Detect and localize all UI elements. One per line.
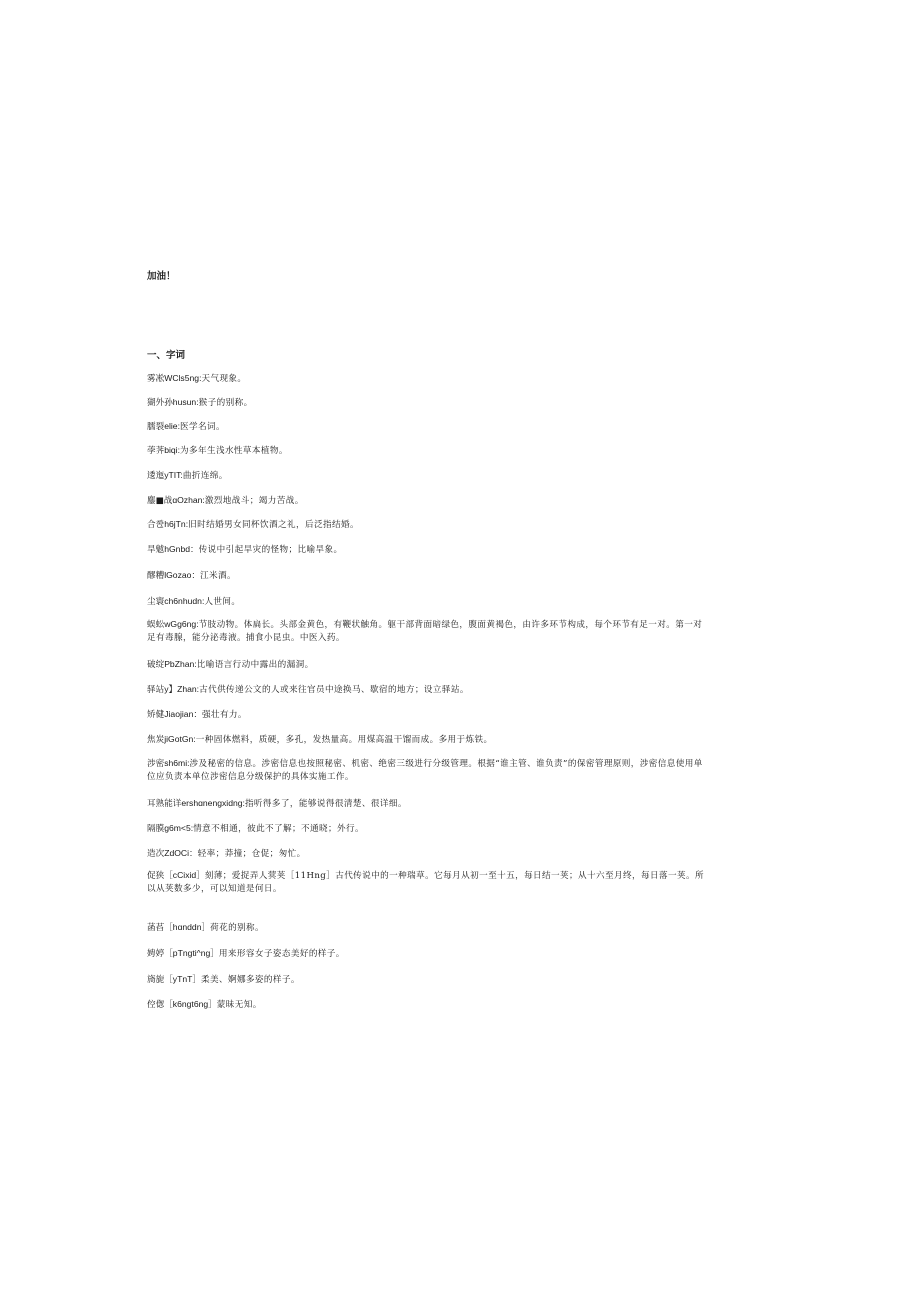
vocab-entry <box>147 973 707 987</box>
entry-term: 造次 <box>147 849 165 859</box>
entry-definition: 刻薄；爱捉弄人蓂荚［11Hng］古代传说中的一种瑞草。它每月从初一至十五，每日结一荚；从十六至月终，每日落一荚。所以从荚数多少，可以知道是何日。 <box>147 871 704 894</box>
entry-definition: 传说中引起旱灾的怪物；比喻旱象。 <box>198 545 343 555</box>
entry-term: 焦炭 <box>147 735 165 745</box>
entry-pinyin: PbZhan: <box>164 659 197 669</box>
entry-pinyin: ［hɑnddn］ <box>164 922 211 932</box>
vocab-entry <box>147 569 707 583</box>
vocab-entry <box>147 396 707 410</box>
vocab-entry <box>147 757 707 784</box>
entry-term: 隔膜 <box>147 824 165 834</box>
entry-term: 驿站 <box>147 685 165 695</box>
entry-definition: 荷花的别称。 <box>210 923 265 933</box>
entry-term: 臑裂 <box>147 422 165 432</box>
entry-term: 雾凇 <box>147 374 165 384</box>
entry-definition: 柔美、婀娜多姿的样子。 <box>200 975 300 985</box>
entry-term: 猢外孙 <box>147 398 173 408</box>
entry-definition: 猴子的别称。 <box>198 398 253 408</box>
vocab-entry <box>147 708 707 722</box>
entry-definition: 强壮有力。 <box>201 710 247 720</box>
entry-definition: 旧时结婚男女同杯饮酒之礼，后泛指结婚。 <box>188 520 359 530</box>
entry-definition: 天气现象。 <box>201 374 247 384</box>
entry-pinyin: WCls5ng: <box>164 373 202 383</box>
entry-definition: 人世间。 <box>204 597 241 607</box>
entry-term: 合卺 <box>147 520 165 530</box>
vocab-entry <box>147 683 707 697</box>
entry-definition: 节肢动物。体扁长。头部金黄色，有鞭状触角。躯干部背面暗绿色，腹面黄褐色，由许多环节构成，每个环节有足一对。第一对足有毒腺，能分泌毒液。捕食小昆虫。中医入药。 <box>147 620 703 643</box>
entry-term: 涉密 <box>147 759 165 769</box>
entry-pinyin: Jiaojian： <box>164 709 202 719</box>
entry-pinyin: sh6mi: <box>164 758 190 768</box>
entry-term: 逶迤 <box>147 471 165 481</box>
entry-term: 倥偬 <box>147 1000 165 1010</box>
entry-pinyin: wGg6ng: <box>164 619 199 629</box>
entry-term: 蜈蚣 <box>147 620 165 630</box>
vocab-entry <box>147 595 707 609</box>
entry-definition: 用来形容女子姿态美好的样子。 <box>218 949 345 959</box>
vocab-entry <box>147 869 707 896</box>
entry-pinyin: h6jTn: <box>164 519 189 529</box>
vocab-entry <box>147 921 707 935</box>
entry-pinyin: lGozao： <box>164 570 201 580</box>
vocab-entry <box>147 847 707 861</box>
entry-definition: 曲折连绵。 <box>182 471 228 481</box>
vocab-entry <box>147 444 707 458</box>
entry-pinyin: yTIT: <box>164 470 183 480</box>
entry-term: 荸荠 <box>147 446 165 456</box>
vocab-entry <box>147 797 707 811</box>
vocab-entry <box>147 518 707 532</box>
entry-definition: 为多年生浅水性草本植物。 <box>179 446 288 456</box>
entry-definition: 轻率；莽撞；仓促；匆忙。 <box>197 849 306 859</box>
entry-pinyin: g6m<5: <box>164 823 194 833</box>
entry-definition: 一种固体燃料，质硬，多孔，发热量高。用煤高温干馏而成。多用于炼铁。 <box>195 735 493 745</box>
entry-pinyin: ch6nhudn: <box>164 596 205 606</box>
entry-definition: 江米酒。 <box>200 571 237 581</box>
vocab-entry <box>147 822 707 836</box>
entry-term: 矫健 <box>147 710 165 720</box>
entry-term: 耳熟能详 <box>147 799 182 809</box>
entry-pinyin: ［k6ngt6ng］ <box>164 999 217 1009</box>
entry-pinyin: elie: <box>164 421 180 431</box>
entry-pinyin: ershɑnengxidng: <box>181 798 245 808</box>
entry-pinyin: ［cCixid］ <box>164 870 205 880</box>
entry-term: 破绽 <box>147 660 165 670</box>
vocab-entry <box>147 543 707 557</box>
vocab-entry <box>147 733 707 747</box>
entry-pinyin: hGnbd： <box>164 544 199 554</box>
entry-pinyin: ZdOCi： <box>164 848 198 858</box>
entry-pinyin: y】Zhan: <box>164 684 200 694</box>
section-title: 一、字词 <box>147 350 186 361</box>
entry-definition: 涉及秘密的信息。涉密信息也按照秘密、机密、绝密三级进行分级管理。根据“谁主管、谁负责”的保密管理原则，涉密信息使用单位应负责本单位涉密信息分级保护的具体实施工作。 <box>147 759 703 782</box>
vocab-entry <box>147 420 707 434</box>
entry-term: 尘寰 <box>147 597 165 607</box>
vocab-entry <box>147 618 707 645</box>
entry-pinyin: ɑOzhan: <box>172 495 205 505</box>
vocab-entry <box>147 947 707 961</box>
entry-pinyin: husun: <box>172 397 199 407</box>
entry-term: 娉婷 <box>147 949 165 959</box>
entry-definition: 情意不相通，彼此不了解；不通晓；外行。 <box>193 824 364 834</box>
entry-pinyin: biqi: <box>164 445 180 455</box>
entry-term: 鏖■战 <box>147 496 173 506</box>
entry-definition: 指听得多了，能够说得很清楚、很详细。 <box>244 799 407 809</box>
vocab-entry <box>147 469 707 483</box>
entry-definition: 古代供传递公文的人或来往官员中途换马、歇宿的地方；设立驿站。 <box>199 685 469 695</box>
entry-term: 旖旎 <box>147 975 165 985</box>
entry-pinyin: ［yTnT］ <box>164 974 201 984</box>
entry-term: 菡萏 <box>147 923 165 933</box>
entry-pinyin: jiGotGn: <box>164 734 196 744</box>
entry-definition: 激烈地战斗；竭力苦战。 <box>204 496 304 506</box>
vocab-entry <box>147 372 707 386</box>
entry-definition: 医学名词。 <box>179 422 225 432</box>
entry-definition: 比喻语言行动中露出的漏洞。 <box>196 660 314 670</box>
vocab-entry <box>147 494 707 508</box>
vocab-entry <box>147 658 707 672</box>
entry-definition: 蒙昧无知。 <box>216 1000 262 1010</box>
encouragement-text: 加油！ <box>147 271 176 282</box>
vocab-entry <box>147 998 707 1012</box>
entry-term: 促狭 <box>147 871 165 881</box>
entry-pinyin: ［pTngti^ng］ <box>164 948 219 958</box>
entry-term: 醪糟 <box>147 571 165 581</box>
entry-term: 旱魃 <box>147 545 165 555</box>
